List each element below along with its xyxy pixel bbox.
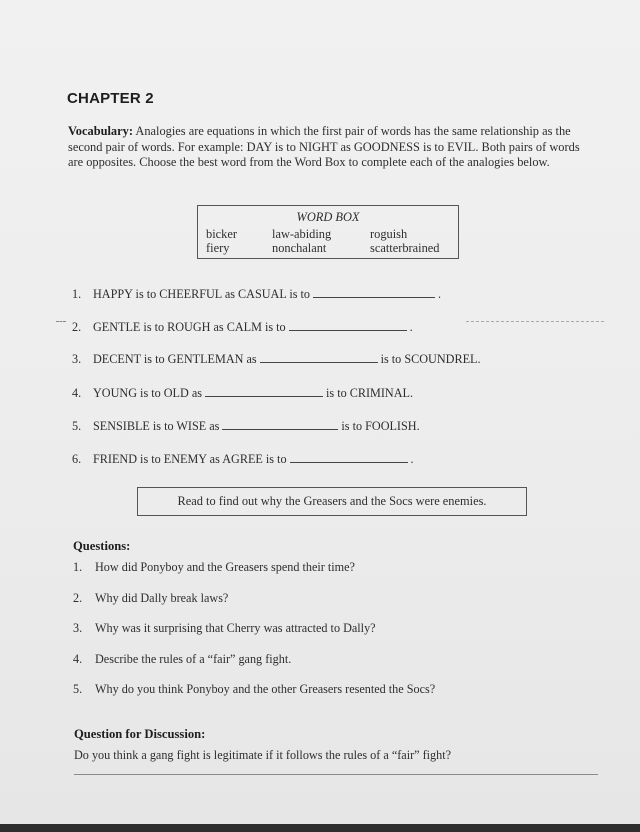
question-number: 1.	[73, 560, 83, 574]
analogy-number: 1.	[72, 287, 82, 301]
vocabulary-label: Vocabulary:	[68, 124, 133, 138]
analogy-number: 4.	[72, 386, 82, 400]
chapter-heading: CHAPTER 2	[67, 90, 154, 107]
question-number: 4.	[73, 652, 83, 666]
analogy-item	[72, 386, 413, 401]
analogy-text: GENTLE is to ROUGH as CALM is to	[93, 320, 286, 334]
answer-blank[interactable]	[313, 287, 435, 298]
analogy-text-end: is to FOOLISH.	[341, 419, 420, 433]
analogy-text-end: .	[438, 287, 442, 301]
analogy-number: 6.	[72, 452, 82, 466]
word-box-word: fiery	[206, 241, 230, 255]
analogy-number: 5.	[72, 419, 82, 433]
analogy-item	[72, 352, 481, 367]
vocabulary-text: Analogies are equations in which the first pair of words has the same relationship as the second pair of words. For example: DAY is to NIGHT as GOODNESS is to EVIL. Both pairs of words are opposites. Choose the best word from the Word Box to complete each of the analogies below.	[68, 124, 580, 169]
word-box	[197, 205, 459, 259]
question-item	[73, 652, 291, 667]
read-prompt-box: Read to find out why the Greasers and the Socs were enemies.	[137, 487, 527, 516]
analogy-number: 2.	[72, 320, 82, 334]
vocabulary-instructions	[68, 124, 594, 171]
analogy-text: SENSIBLE is to WISE as	[93, 419, 220, 433]
analogy-text: DECENT is to GENTLEMAN as	[93, 352, 257, 366]
scan-artifact-line	[56, 321, 66, 322]
analogy-text-end: is to SCOUNDREL.	[380, 352, 481, 366]
discussion-heading: Question for Discussion:	[74, 727, 206, 741]
analogy-text: HAPPY is to CHEERFUL as CASUAL is to	[93, 287, 311, 301]
word-box-word: scatterbrained	[370, 241, 440, 255]
question-number: 3.	[73, 621, 83, 635]
bottom-edge-bar	[0, 824, 640, 832]
discussion-answer-line[interactable]	[74, 774, 598, 775]
discussion-question: Do you think a gang fight is legitimate if it follows the rules of a “fair” fight?	[74, 748, 452, 762]
analogy-item	[72, 419, 420, 434]
word-box-word: roguish	[370, 227, 408, 241]
analogy-text-end: .	[409, 320, 413, 334]
analogy-text-end: .	[410, 452, 414, 466]
answer-blank[interactable]	[222, 419, 338, 430]
word-box-word: bicker	[206, 227, 237, 241]
question-item	[73, 621, 376, 636]
analogy-item	[72, 452, 414, 467]
analogy-item	[72, 287, 441, 302]
analogy-text: YOUNG is to OLD as	[93, 386, 203, 400]
word-box-title: WORD BOX	[296, 210, 360, 224]
question-number: 2.	[73, 591, 83, 605]
questions-heading: Questions:	[73, 539, 131, 553]
word-box-word: law-abiding	[272, 227, 332, 241]
answer-blank[interactable]	[260, 352, 378, 363]
question-item	[73, 560, 355, 575]
question-item	[73, 682, 435, 697]
question-text: How did Ponyboy and the Greasers spend their time?	[95, 560, 355, 574]
question-text: Describe the rules of a “fair” gang fight.	[95, 652, 292, 666]
answer-blank[interactable]	[289, 320, 407, 331]
analogy-number: 3.	[72, 352, 82, 366]
word-box-word: nonchalant	[272, 241, 327, 255]
answer-blank[interactable]	[290, 452, 408, 463]
question-text: Why do you think Ponyboy and the other Greasers resented the Socs?	[95, 682, 436, 696]
question-number: 5.	[73, 682, 83, 696]
question-item	[73, 591, 228, 606]
analogy-item	[72, 320, 413, 335]
analogy-text-end: is to CRIMINAL.	[326, 386, 414, 400]
question-text: Why was it surprising that Cherry was attracted to Dally?	[95, 621, 376, 635]
analogy-text: FRIEND is to ENEMY as AGREE is to	[93, 452, 287, 466]
answer-blank[interactable]	[205, 386, 323, 397]
question-text: Why did Dally break laws?	[95, 591, 229, 605]
scan-artifact-line	[466, 321, 604, 322]
